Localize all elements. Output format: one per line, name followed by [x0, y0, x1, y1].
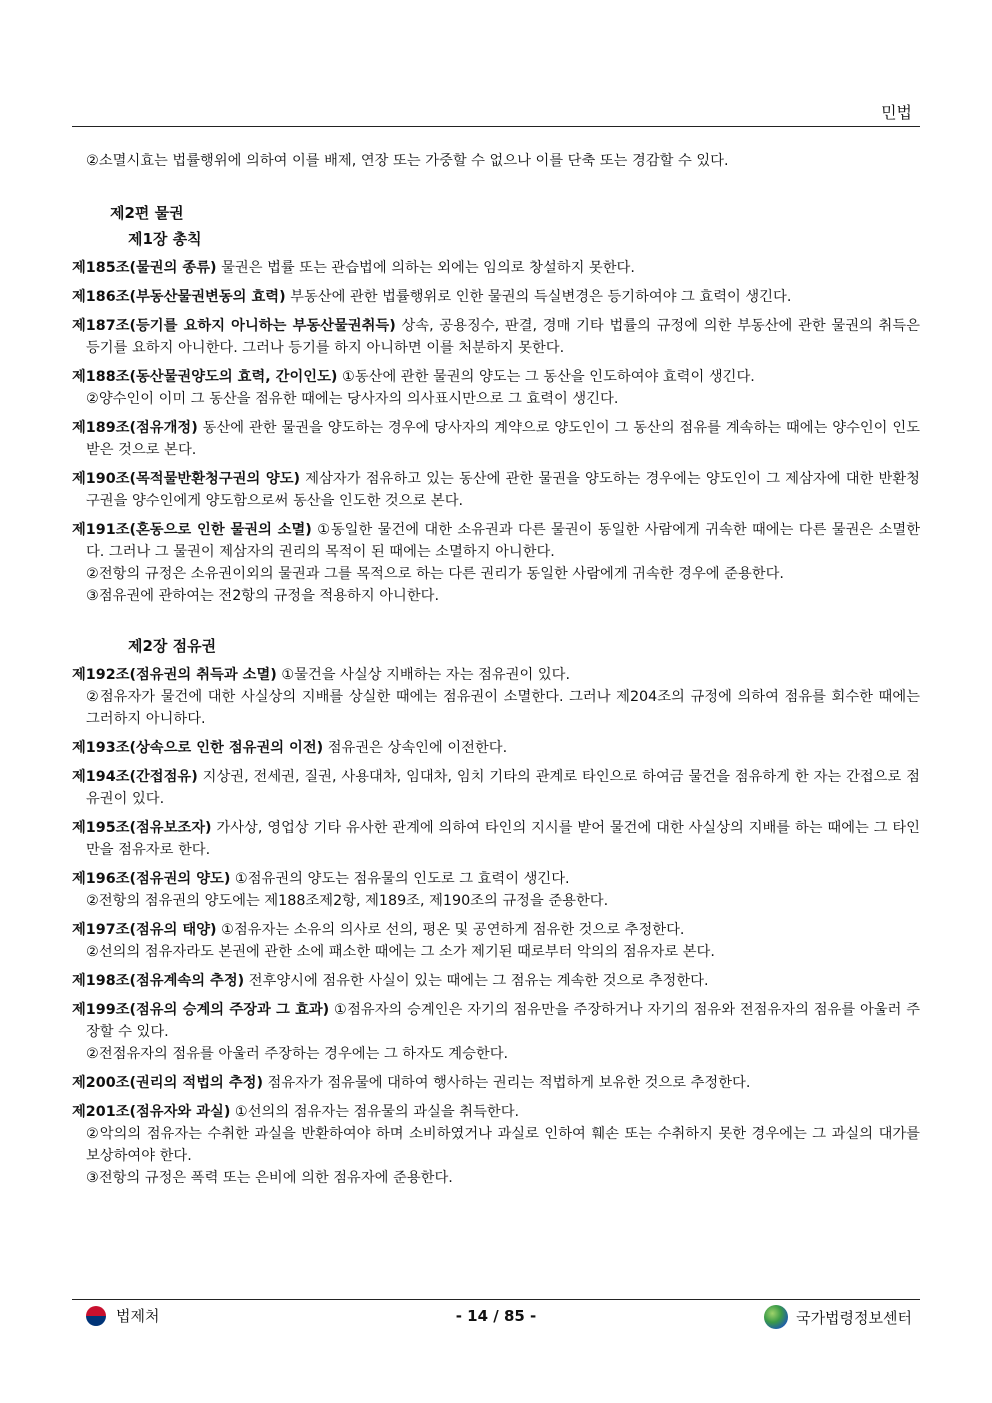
article-200 [72, 1072, 920, 1094]
article-title: 제194조(간접점유) [72, 769, 198, 785]
article-title: 제188조(동산물권양도의 효력, 간이인도) [72, 369, 338, 385]
article-title: 제189조(점유개정) [72, 420, 198, 436]
article-text: ①선의의 점유자는 점유물의 과실을 취득한다. [230, 1104, 520, 1120]
article-title: 제201조(점유자와 과실) [72, 1104, 231, 1120]
article-text: ①동산에 관한 물권의 양도는 그 동산을 인도하여야 효력이 생긴다. [337, 369, 755, 385]
page-footer [72, 1305, 920, 1331]
article-title: 제198조(점유계속의 추정) [72, 973, 245, 989]
article-text: ①점유자는 소유의 의사로 선의, 평온 및 공연하게 점유한 것으로 추정한다. [216, 922, 685, 938]
article-201-clause-3: ③전항의 규정은 폭력 또는 은비에 의한 점유자에 준용한다. [86, 1170, 453, 1186]
article-text: 지상권, 전세권, 질권, 사용대차, 임대차, 임치 기타의 관계로 타인으로 하여금 물건을 점유하게 한 자는 간접으로 점유권이 있다. [86, 769, 920, 807]
article-text: ①동일한 물건에 대한 소유권과 다른 물권이 동일한 사람에게 귀속한 때에는 다른 물권은 소멸한다. 그러나 그 물권이 제삼자의 권리의 목적이 된 때에는 소멸하지 아니한다. [86, 522, 920, 560]
article-title: 제197조(점유의 태양) [72, 922, 217, 938]
article-title: 제192조(점유권의 취득과 소멸) [72, 667, 277, 683]
footer-right-label: 국가법령정보센터 [796, 1308, 912, 1327]
article-title: 제186조(부동산물권변동의 효력) [72, 289, 286, 305]
document-body [72, 150, 920, 1189]
article-192-clause-2: ②점유자가 물건에 대한 사실상의 지배를 상실한 때에는 점유권이 소멸한다. 그러나 제204조의 규정에 의하여 점유를 회수한 때에는 그러하지 아니하다. [86, 689, 920, 727]
article-201 [72, 1101, 920, 1123]
article-187 [72, 315, 920, 359]
footer-right [764, 1305, 912, 1329]
article-193 [72, 737, 920, 759]
article-title: 제196조(점유권의 양도) [72, 871, 231, 887]
article-text: 상속, 공용징수, 판결, 경매 기타 법률의 규정에 의한 부동산에 관한 물권의 취득은 등기를 요하지 아니한다. 그러나 등기를 하지 아니하면 이를 처분하지 못한다. [86, 318, 920, 356]
article-text: ①점유자의 승계인은 자기의 점유만을 주장하거나 자기의 점유와 전점유자의 점유를 아울러 주장할 수 있다. [86, 1002, 920, 1040]
intro-paragraph: ②소멸시효는 법률행위에 의하여 이를 배제, 연장 또는 가중할 수 없으나 이를 단축 또는 경감할 수 있다. [86, 153, 729, 169]
article-text: 물권은 법률 또는 관습법에 의하는 외에는 임의로 창설하지 못한다. [216, 260, 635, 276]
article-188-clause-2: ②양수인이 이미 그 동산을 점유한 때에는 당사자의 의사표시만으로 그 효력이 생긴다. [86, 391, 619, 407]
article-title: 제185조(물권의 종류) [72, 260, 217, 276]
article-title: 제195조(점유보조자) [72, 820, 212, 836]
article-198 [72, 970, 920, 992]
article-text: 부동산에 관한 법률행위로 인한 물권의 득실변경은 등기하여야 그 효력이 생긴다. [285, 289, 792, 305]
article-title: 제187조(등기를 요하지 아니하는 부동산물권취득) [72, 318, 396, 334]
article-text: 점유권은 상속인에 이전한다. [323, 740, 508, 756]
page-number: - 14 / 85 - [455, 1307, 537, 1325]
article-191-clause-2: ②전항의 규정은 소유권이외의 물권과 그를 목적으로 하는 다른 권리가 동일한 사람에게 귀속한 경우에 준용한다. [86, 566, 784, 582]
article-196-clause-2: ②전항의 점유권의 양도에는 제188조제2항, 제189조, 제190조의 규정을 준용한다. [86, 893, 609, 909]
article-199 [72, 999, 920, 1043]
article-196 [72, 868, 920, 890]
article-197 [72, 919, 920, 941]
article-text: 점유자가 점유물에 대하여 행사하는 권리는 적법하게 보유한 것으로 추정한다. [262, 1075, 751, 1091]
chapter-heading: 제1장 총칙 [128, 230, 202, 248]
article-197-clause-2: ②선의의 점유자라도 본권에 관한 소에 패소한 때에는 그 소가 제기된 때로부터 악의의 점유자로 본다. [86, 944, 715, 960]
article-188 [72, 366, 920, 388]
article-201-clause-2: ②악의의 점유자는 수취한 과실을 반환하여야 하며 소비하였거나 과실로 인하여 훼손 또는 수취하지 못한 경우에는 그 과실의 대가를 보상하여야 한다. [86, 1126, 920, 1164]
footer-left-label: 법제처 [116, 1307, 160, 1325]
globe-logo-icon [764, 1305, 788, 1329]
article-189 [72, 417, 920, 461]
article-title: 제190조(목적물반환청구권의 양도) [72, 471, 301, 487]
footer-divider [72, 1299, 920, 1300]
article-194 [72, 766, 920, 810]
article-191 [72, 519, 920, 563]
article-text: ①물건을 사실상 지배하는 자는 점유권이 있다. [276, 667, 571, 683]
article-text: ①점유권의 양도는 점유물의 인도로 그 효력이 생긴다. [230, 871, 570, 887]
header-divider [72, 126, 920, 127]
article-192 [72, 664, 920, 686]
article-text: 동산에 관한 물권을 양도하는 경우에 당사자의 계약으로 양도인이 그 동산의 점유를 계속하는 때에는 양수인이 인도받은 것으로 본다. [86, 420, 920, 458]
article-191-clause-3: ③점유권에 관하여는 전2항의 규정을 적용하지 아니한다. [86, 588, 440, 604]
page-header-title: 민법 [881, 103, 912, 122]
chapter-heading: 제2장 점유권 [128, 637, 217, 655]
part-heading: 제2편 물권 [110, 204, 184, 222]
article-199-clause-2: ②전점유자의 점유를 아울러 주장하는 경우에는 그 하자도 계승한다. [86, 1046, 509, 1062]
article-text: 전후양시에 점유한 사실이 있는 때에는 그 점유는 계속한 것으로 추정한다. [244, 973, 709, 989]
article-185 [72, 257, 920, 279]
article-title: 제193조(상속으로 인한 점유권의 이전) [72, 740, 324, 756]
article-text: 가사상, 영업상 기타 유사한 관계에 의하여 타인의 지시를 받어 물건에 대한 사실상의 지배를 하는 때에는 그 타인만을 점유자로 한다. [86, 820, 920, 858]
article-195 [72, 817, 920, 861]
article-title: 제200조(권리의 적법의 추정) [72, 1075, 263, 1091]
article-title: 제199조(점유의 승계의 주장과 그 효과) [72, 1002, 330, 1018]
article-text: 제삼자가 점유하고 있는 동산에 관한 물권을 양도하는 경우에는 양도인이 그 제삼자에 대한 반환청구권을 양수인에게 양도함으로써 동산을 인도한 것으로 본다. [86, 471, 920, 509]
article-title: 제191조(혼동으로 인한 물권의 소멸) [72, 522, 312, 538]
article-190 [72, 468, 920, 512]
article-186 [72, 286, 920, 308]
